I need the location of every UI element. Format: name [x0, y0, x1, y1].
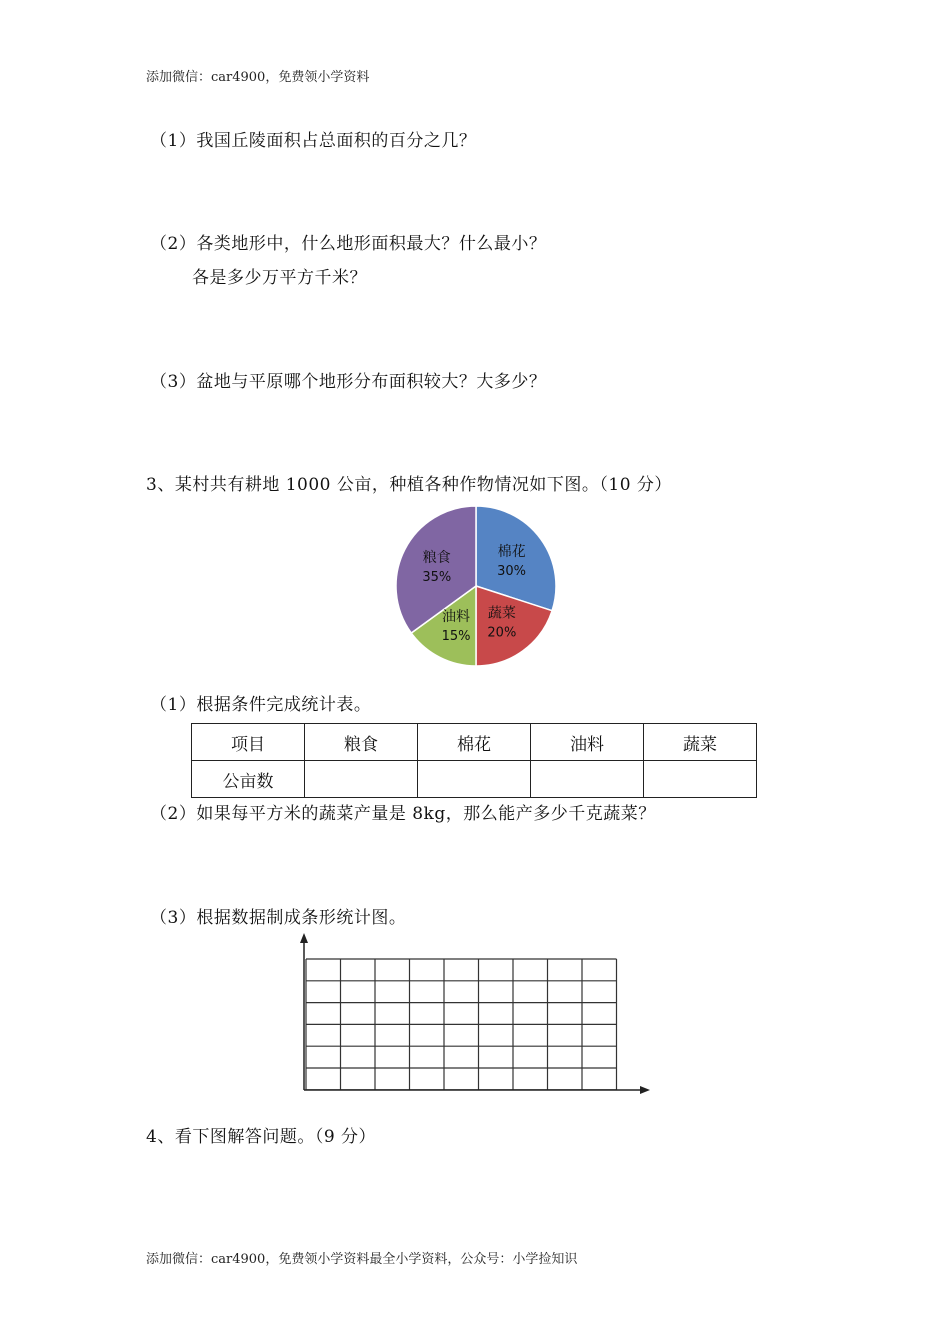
q2-part1: （1）我国丘陵面积占总面积的百分之几？: [150, 131, 477, 151]
stat-table: [191, 723, 757, 798]
pie-slice-label: 油料: [442, 609, 471, 626]
q2-part3: （3）盆地与平原哪个地形分布面积较大？大多少？: [150, 372, 547, 392]
footer-text: 添加微信：car4900，免费领小学资料最全小学资料，公众号：小学捡知识: [146, 1252, 578, 1267]
table-header-cell: 棉花: [418, 724, 531, 761]
table-answer-cell[interactable]: [305, 761, 418, 798]
header-text: 添加微信：car4900，免费领小学资料: [146, 70, 370, 85]
q2-part2-line1: （2）各类地形中，什么地形面积最大？什么最小？: [150, 234, 547, 254]
table-header-row: [192, 724, 757, 761]
pie-slice-label: 蔬菜: [487, 605, 516, 622]
table-header-cell: 项目: [192, 724, 305, 761]
pie-slice-value-label: 35%: [422, 570, 452, 586]
table-header-cell: 蔬菜: [644, 724, 757, 761]
x-axis-arrow-icon: [640, 1086, 650, 1094]
q3-sub1: （1）根据条件完成统计表。: [150, 695, 372, 715]
q3-sub2: （2）如果每平方米的蔬菜产量是 8kg，那么能产多少千克蔬菜？: [150, 804, 656, 824]
y-axis-arrow-icon: [300, 933, 308, 943]
q2-part2-line2: 各是多少万平方千米？: [192, 268, 367, 288]
blank-bar-chart-grid: [290, 930, 655, 1100]
crop-pie-chart: [390, 500, 565, 672]
pie-slice-value-label: 30%: [497, 564, 527, 580]
table-header-cell: 粮食: [305, 724, 418, 761]
pie-slice-label: 粮食: [422, 550, 451, 567]
pie-slice-label: 棉花: [497, 544, 526, 561]
q4-title: 4、看下图解答问题。（9 分）: [146, 1127, 377, 1147]
table-row: [192, 761, 757, 798]
pie-slice-value-label: 15%: [441, 629, 471, 645]
table-answer-cell[interactable]: [644, 761, 757, 798]
pie-slice-value-label: 20%: [487, 625, 517, 641]
table-answer-cell[interactable]: [418, 761, 531, 798]
table-answer-cell[interactable]: [531, 761, 644, 798]
q3-title: 3、某村共有耕地 1000 公亩，种植各种作物情况如下图。（10 分）: [146, 475, 672, 495]
table-row-label: 公亩数: [192, 761, 305, 798]
table-header-cell: 油料: [531, 724, 644, 761]
q3-sub3: （3）根据数据制成条形统计图。: [150, 908, 407, 928]
